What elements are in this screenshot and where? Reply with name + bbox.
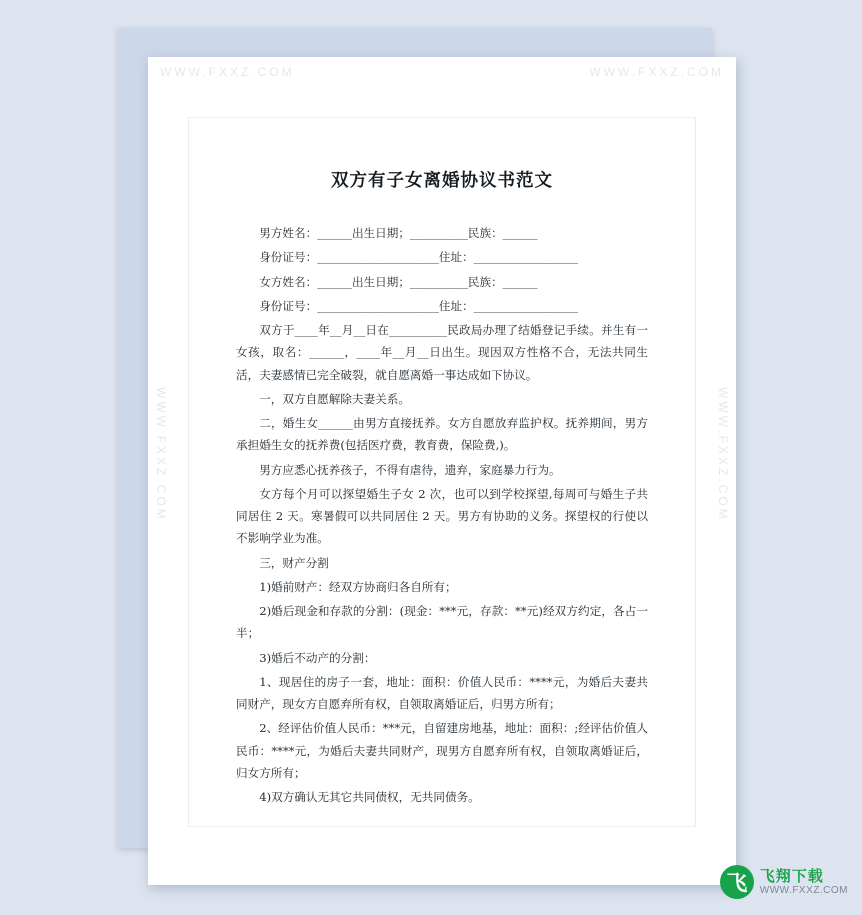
document-title: 双方有子女离婚协议书范文 bbox=[331, 171, 553, 191]
site-logo bbox=[720, 865, 848, 899]
paragraph-realestate-heading: 3)婚后不动产的分割： bbox=[259, 650, 376, 665]
logo-site-name: 飞翔下载 bbox=[759, 867, 824, 885]
paragraph-house-item-2: 2、经评估价值人民币：***元，自留建房地基，地址：面积：;经评估价值人民币：****元，为婚后夫妻共同财产，现男方自愿弃所有权，自领取离婚证后，归女方所有； bbox=[236, 721, 648, 780]
paragraph-no-debts: 4)双方确认无其它共同债权，无共同债务。 bbox=[259, 790, 480, 804]
paragraph-clause-one: 一，双方自愿解除夫妻关系。 bbox=[259, 391, 410, 406]
paragraph-premarital-property: 1)婚前财产：经双方协商归各自所有； bbox=[259, 579, 457, 594]
paragraph-clause-three: 三，财产分割 bbox=[259, 555, 329, 570]
paragraph-male-name: 男方姓名：______出生日期；__________民族：______ bbox=[259, 226, 538, 240]
watermark-right: WWW.FXXZ.COM bbox=[716, 387, 730, 522]
paragraph-house-item-1: 1、现居住的房子一套，地址：面积：价值人民币：****元，为婚后夫妻共同财产，现女方自愿弃所有权，自领取离婚证后，归男方所有； bbox=[236, 674, 648, 711]
watermark-top-left: WWW.FXXZ.COM bbox=[160, 65, 295, 79]
paragraph-female-name: 女方姓名：______出生日期；__________民族：______ bbox=[259, 274, 538, 289]
paragraph-male-id: 身份证号：_____________________住址：__________________ bbox=[259, 250, 579, 265]
logo-icon: 飞 bbox=[720, 865, 754, 899]
paragraph-visitation: 女方每个月可以探望婚生子女 2 次，也可以到学校探望,每周可与婚生子共同居住 2 天。寒暑假可以共同居住 2 天。男方有协助的义务。探望权的行使以不影响学业为准。 bbox=[236, 486, 648, 546]
document-page bbox=[148, 57, 736, 885]
paragraph-care-duty: 男方应悉心抚养孩子，不得有虐待，遗弃，家庭暴力行为。 bbox=[259, 462, 561, 477]
paragraph-female-id: 身份证号：_____________________住址：__________________ bbox=[259, 298, 579, 313]
logo-text bbox=[760, 868, 848, 896]
logo-site-url: WWW.FXXZ.COM bbox=[759, 884, 848, 896]
paragraph-clause-two: 二，婚生女______由男方直接抚养。女方自愿放弃监护权。抚养期间，男方承担婚生女的抚养费(包括医疗费，教育费，保险费,)。 bbox=[236, 416, 648, 453]
paragraph-cash-division: 2)婚后现金和存款的分割：(现金：***元，存款：**元)经双方约定，各占一半； bbox=[236, 604, 648, 641]
watermark-left: WWW.FXXZ.COM bbox=[154, 387, 168, 522]
document-body bbox=[236, 167, 648, 810]
paragraph-marriage-background: 双方于____年__月__日在__________民政局办理了结婚登记手续。并生有一女孩，取名：______，____年__月__日出生。现因双方性格不合，无法共同生活，夫妻感情已完全破裂，就自愿离婚一事达成如下协议。 bbox=[236, 323, 648, 382]
watermark-top-right: WWW.FXXZ.COM bbox=[589, 65, 724, 79]
